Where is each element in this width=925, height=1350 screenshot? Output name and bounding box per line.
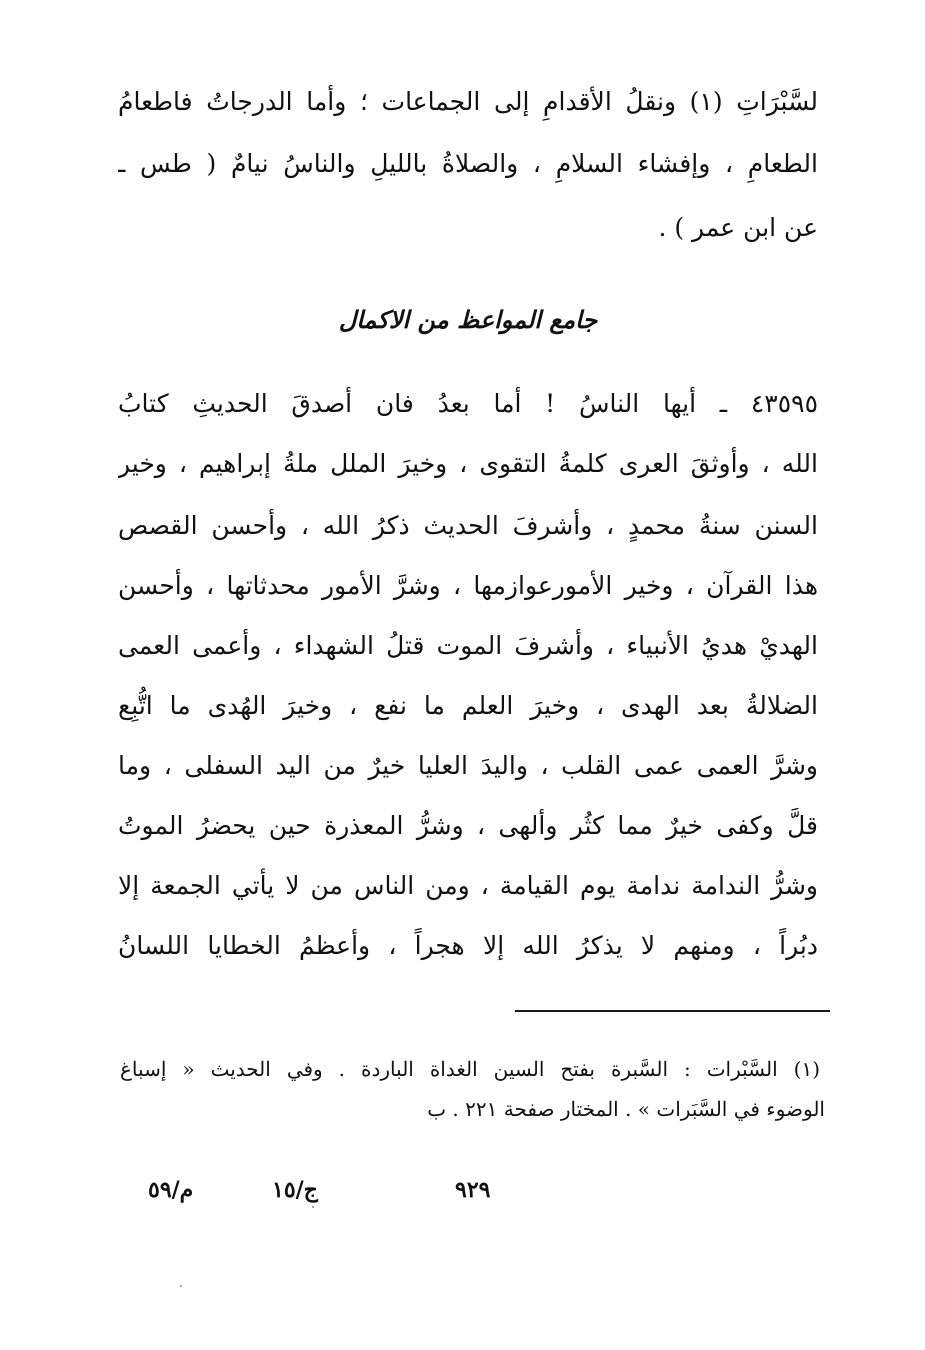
page-number: ٩٢٩: [455, 1177, 491, 1203]
intro-line-2: الطعامِ ، وإفشاء السلامِ ، والصلاةُ بالليلِ والناسُ نيامٌ ( طس ـ: [118, 149, 818, 178]
body-line-3: السنن سنةُ محمدٍ ، وأشرفَ الحديث ذكرُ الله ، وأحسن القصص: [118, 511, 818, 540]
body-line-2: الله ، وأوثقَ العرى كلمةُ التقوى ، وخيرَ الملل ملةُ إبراهيم ، وخير: [118, 449, 818, 478]
volume-marker: ج/١٥: [272, 1177, 318, 1203]
footnote-line-1: (١) السَّبْرات : السَّبرة بفتح السين الغداة الباردة . وفي الحديث « إسباغ: [120, 1057, 820, 1081]
body-line-1: ٤٣٥٩٥ ـ أيها الناسُ ! أما بعدُ فان أصدقَ الحديثِ كتابُ: [118, 389, 818, 418]
body-line-7: وشرَّ العمى عمى القلب ، واليدَ العليا خيرٌ من اليد السفلى ، وما: [118, 751, 818, 780]
intro-line-3: عن ابن عمر ) .: [658, 213, 818, 242]
body-line-6: الضلالةُ بعد الهدى ، وخيرَ العلم ما نفع ، وخيرَ الهُدى ما اتُّبِع: [118, 691, 818, 720]
body-line-8: قلَّ وكفى خيرٌ مما كثُر وألهى ، وشرُّ المعذرة حين يحضرُ الموتُ: [118, 811, 818, 840]
scan-speck: [312, 1206, 314, 1208]
body-line-5: الهديْ هديُ الأنبياء ، وأشرفَ الموت قتلُ الشهداء ، وأعمى العمى: [118, 631, 818, 660]
body-line-4: هذا القرآن ، وخير الأمورعوازمها ، وشرَّ الأمور محدثاتها ، وأحسن: [118, 571, 818, 600]
signature-marker: م/٥٩: [148, 1177, 194, 1203]
section-heading: جامع المواعظ من الاكمال: [338, 305, 598, 334]
footnote-line-2: الوضوء في السَّبَرات » . المختار صفحة ٢٢١ . ب: [427, 1097, 825, 1121]
scan-speck: [180, 1285, 182, 1287]
body-line-9: وشرُّ الندامة ندامة يوم القيامة ، ومن الناس من لا يأتي الجمعة إلا: [118, 871, 818, 900]
intro-line-1: لسَّبْرَاتِ (١) ونقلُ الأقدامِ إلى الجماعات ؛ وأما الدرجاتُ فاطعامُ: [118, 87, 818, 116]
body-line-10: دبُراً ، ومنهم لا يذكرُ الله إلا هجراً ، وأعظمُ الخطايا اللسانُ: [118, 931, 818, 960]
footnote-separator: [515, 1010, 830, 1012]
